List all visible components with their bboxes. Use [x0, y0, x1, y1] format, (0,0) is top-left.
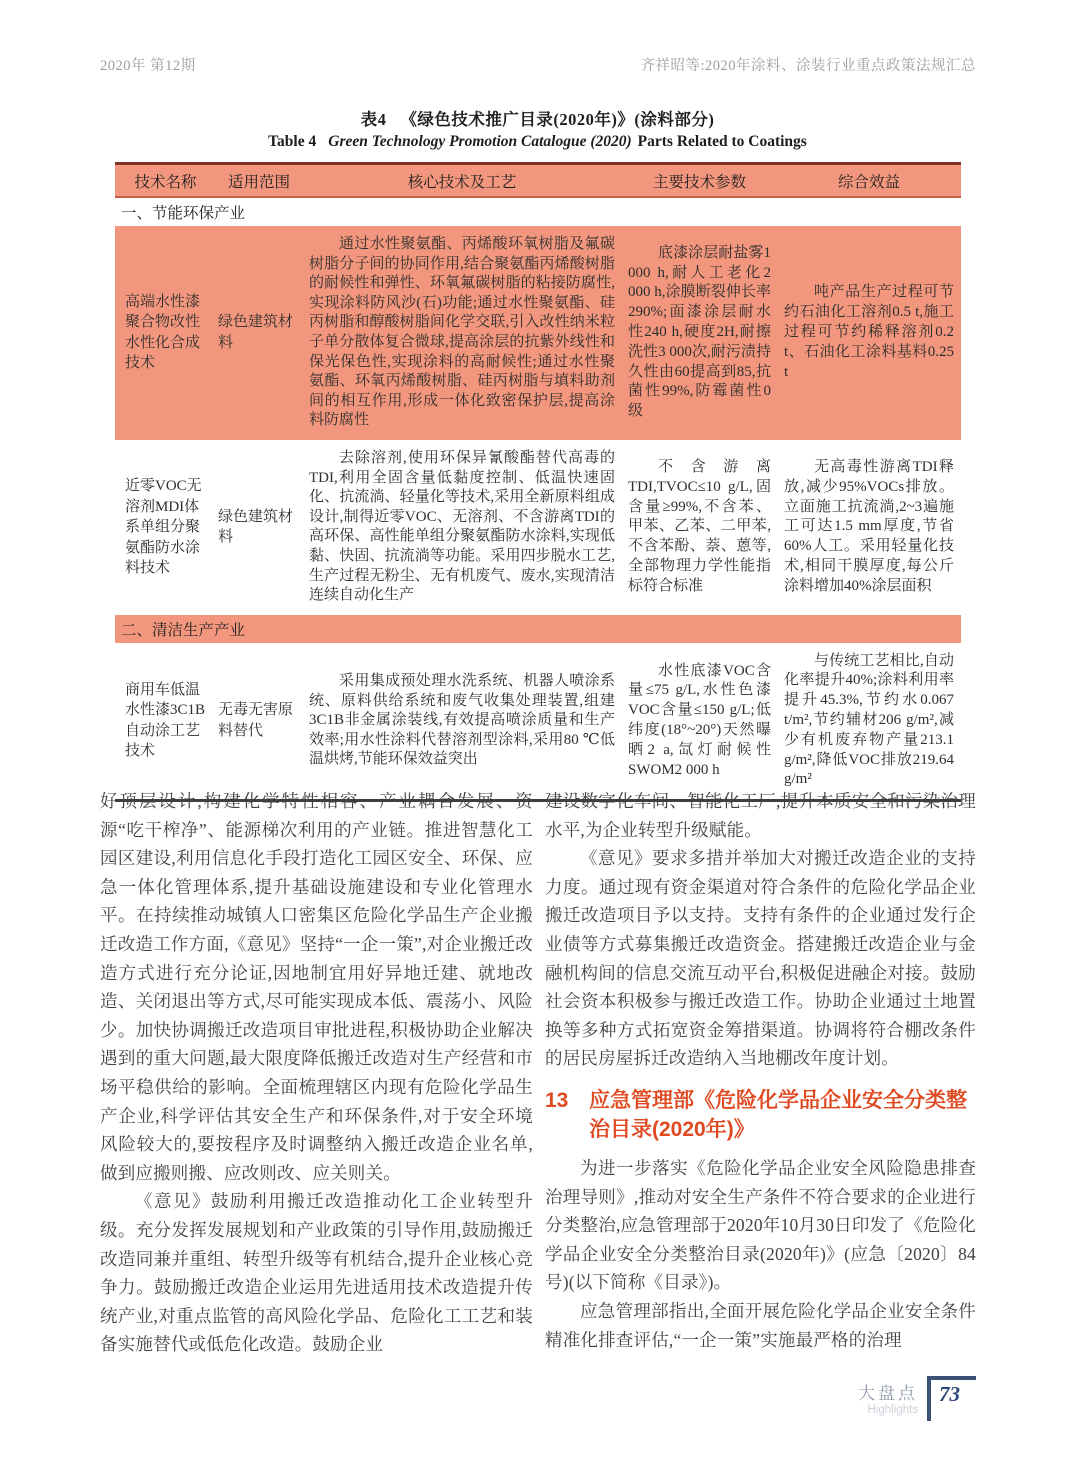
- running-head: [100, 54, 976, 75]
- paragraph: 好顶层设计,构建化学特性相容、产业耦合发展、资源“吃干榨净”、能源梯次利用的产业链。推进智慧化工园区建设,利用信息化手段打造化工园区安全、环保、应急一体化管理体系,提升基础设施建设和专业化管理水平。在持续推动城镇人口密集区危险化学品生产企业搬迁改造工作方面,《意见》坚持“一企一策”,对企业搬迁改造方式进行充分论证,因地制宜用好异地迁建、就地改造、关闭退出等方式,尽可能实现成本低、震荡小、风险少。加快协调搬迁改造项目审批进程,积极协助企业解决遇到的重大问题,最大限度降低搬迁改造对生产经营和市场平稳供给的影响。全面梳理辖区内现有危险化学品生产企业,科学评估其安全生产和环保条件,对于安全环境风险较大的,要按程序及时调整纳入搬迁改造企业名单,做到应搬则搬、应改则改、应关则关。: [100, 791, 533, 1183]
- section-label-energy-saving: 一、节能环保产业: [115, 197, 961, 226]
- column-header-scope: 适用范围: [216, 164, 302, 198]
- column-header-core-tech: 核心技术及工艺: [302, 164, 622, 198]
- cell-benefit: 无高毒性游离TDI释放,减少95%VOCs排放。立面施工抗流淌,2~3遍施工可达1.5 mm厚度,节省60%人工。采用轻量化技术,相同干膜厚度,每公斤涂料增加40%涂层面积: [777, 440, 961, 615]
- table-caption-zh-title: 《绿色技术推广目录(2020年)》(涂料部分): [400, 110, 715, 129]
- paragraph: 为进一步落实《危险化学品企业安全风险隐患排查治理导则》,推动对安全生产条件不符合要求的企业进行分类整治,应急管理部于2020年10月30日印发了《危险化学品企业安全分类整治目录(2020年)》(应急〔2020〕84号)(以下简称《目录》)。: [545, 1157, 976, 1293]
- body-column-left: [100, 787, 533, 1359]
- cell-scope: 绿色建筑材料: [216, 226, 302, 440]
- cell-scope: 绿色建筑材料: [216, 440, 302, 615]
- cell-scope: 无毒无害原料替代: [216, 643, 302, 801]
- paragraph: 建设数字化车间、智能化工厂,提升本质安全和污染治理水平,为企业转型升级赋能。: [545, 791, 976, 840]
- table-caption-en-rest: Parts Related to Coatings: [637, 133, 807, 150]
- cell-tech-name: 高端水性漆聚合物改性水性化合成技术: [115, 226, 216, 440]
- issue-label: 2020年 第12期: [100, 58, 196, 74]
- green-tech-table: [115, 162, 961, 802]
- table-caption-en: [0, 133, 1075, 151]
- footer-label-en: Highlights: [867, 1404, 918, 1416]
- section-heading-title: 应急管理部《危险化学品企业安全分类整治目录(2020年)》: [589, 1088, 967, 1142]
- green-tech-table-wrap: [115, 162, 961, 802]
- table-section-row-2: [115, 615, 961, 643]
- cell-core-tech: 采用集成预处理水洗系统、机器人喷涂系统、原料供给系统和废气收集处理装置,组建3C1B非金属涂装线,有效提高喷涂质量和生产效率;用水性涂料代替溶剂型涂料,采用80 ℃低温烘烤,节能环保效益突出: [302, 643, 622, 801]
- column-header-params: 主要技术参数: [622, 164, 777, 198]
- cell-core-tech: 去除溶剂,使用环保异氰酸酯替代高毒的TDI,利用全固含量低黏度控制、低温快速固化、抗流淌、轻量化等技术,采用全新原料组成设计,制得近零VOC、无溶剂、不含游离TDI的高环保、高性能单组分聚氨酯防水涂料,实现低黏、快固、抗流淌等功能。采用四步脱水工艺,生产过程无粉尘、无有机废气、废水,实现清洁连续自动化生产: [302, 440, 622, 615]
- paragraph: 《意见》鼓励利用搬迁改造推动化工企业转型升级。充分发挥发展规划和产业政策的引导作用,鼓励搬迁改造同兼并重组、转型升级等有机结合,提升企业核心竞争力。鼓励搬迁改造企业运用先进适用技术改造提升传统产业,对重点监管的高风险化学品、危险化工工艺和装备实施替代或低危化改造。鼓励企业: [100, 1191, 533, 1355]
- footer-label-zh: 大盘点: [858, 1384, 918, 1403]
- page-number: 73: [939, 1382, 960, 1406]
- cell-params: 不含游离TDI,TVOC≤10 g/L,固含量≥99%,不含苯、甲苯、乙苯、二甲苯,不含苯酚、萘、蒽等,全部物理力学性能指标符合标准: [622, 440, 777, 615]
- paragraph: 《意见》要求多措并举加大对搬迁改造企业的支持力度。通过现有资金渠道对符合条件的危险化学品企业搬迁改造项目予以支持。支持有条件的企业通过发行企业债等方式募集搬迁改造资金。搭建搬迁改造企业与金融机构间的信息交流互动平台,积极促进融企对接。鼓励社会资本积极参与搬迁改造工作。协助企业通过土地置换等多种方式拓宽资金筹措渠道。协调将符合棚改条件的居民房屋拆迁改造纳入当地棚改年度计划。: [545, 848, 976, 1069]
- cell-benefit: 与传统工艺相比,自动化率提升40%;涂料利用率提升45.3%,节约水0.067 t/m²,节约辅材206 g/m²,减少有机废弃物产量213.1 g/m²,降低VOC排放219.64 g/m²: [777, 643, 961, 801]
- cell-core-tech: 通过水性聚氨酯、丙烯酸环氧树脂及氟碳树脂分子间的协同作用,结合聚氨酯丙烯酸树脂的耐候性和弹性、环氧氟碳树脂的粘接防腐性,实现涂料防风沙(石)功能;通过水性聚氨酯、硅丙树脂和醇酸树脂间化学交联,引入改性纳米粒子单分散体复合微球,提高涂层的抗紫外线性和保光保色性,实现涂料的高耐候性;通过水性聚氨酯、环氧丙烯酸树脂、硅丙树脂与填料助剂间的相互作用,形成一体化致密保护层,提高涂料防腐性: [302, 226, 622, 440]
- body-column-right: [545, 787, 976, 1354]
- table-row: [115, 226, 961, 440]
- cell-params: 水性底漆VOC含量≤75 g/L,水性色漆VOC含量≤150 g/L;低纬度(18°~20°)天然曝晒2 a,氙灯耐候性SWOM2 000 h: [622, 643, 777, 801]
- table-caption-en-italic: Green Technology Promotion Catalogue (2020): [328, 133, 632, 150]
- table-header-row: [115, 164, 961, 198]
- table-row: [115, 440, 961, 615]
- footer-section-label: [858, 1376, 918, 1417]
- table-caption-en-label: Table 4: [268, 133, 317, 150]
- paragraph: 应急管理部指出,全面开展危险化学品企业安全条件精准化排查评估,“一企一策”实施最严格的治理: [545, 1300, 976, 1350]
- section-heading-number: 13: [545, 1088, 569, 1112]
- article-running-title: 齐祥昭等:2020年涂料、涂装行业重点政策法规汇总: [640, 58, 976, 74]
- cell-tech-name: 近零VOC无溶剂MDI体系单组分聚氨酯防水涂料技术: [115, 440, 216, 615]
- table-caption-zh-label: 表4: [360, 110, 387, 129]
- cell-tech-name: 商用车低温水性漆3C1B自动涂工艺技术: [115, 643, 216, 801]
- table-section-row-1: [115, 197, 961, 226]
- page-footer: [858, 1376, 976, 1421]
- section-heading-13: [545, 1086, 976, 1145]
- cell-benefit: 吨产品生产过程可节约石油化工溶剂0.5 t,施工过程可节约稀释溶剂0.2 t、石油化工涂料基料0.25 t: [777, 226, 961, 440]
- column-header-tech-name: 技术名称: [115, 164, 216, 198]
- cell-params: 底漆涂层耐盐雾1 000 h,耐人工老化2 000 h,涂膜断裂伸长率290%;面漆涂层耐水性240 h,硬度2H,耐擦洗性3 000次,耐污渍持久性由60提高到85,抗菌性99%,防霉菌性0级: [622, 226, 777, 440]
- table-caption-zh: [0, 106, 1075, 130]
- page-number-bracket: [927, 1376, 976, 1421]
- table-row: [115, 643, 961, 801]
- column-header-benefit: 综合效益: [777, 164, 961, 198]
- section-label-clean-production: 二、清洁生产产业: [115, 615, 961, 643]
